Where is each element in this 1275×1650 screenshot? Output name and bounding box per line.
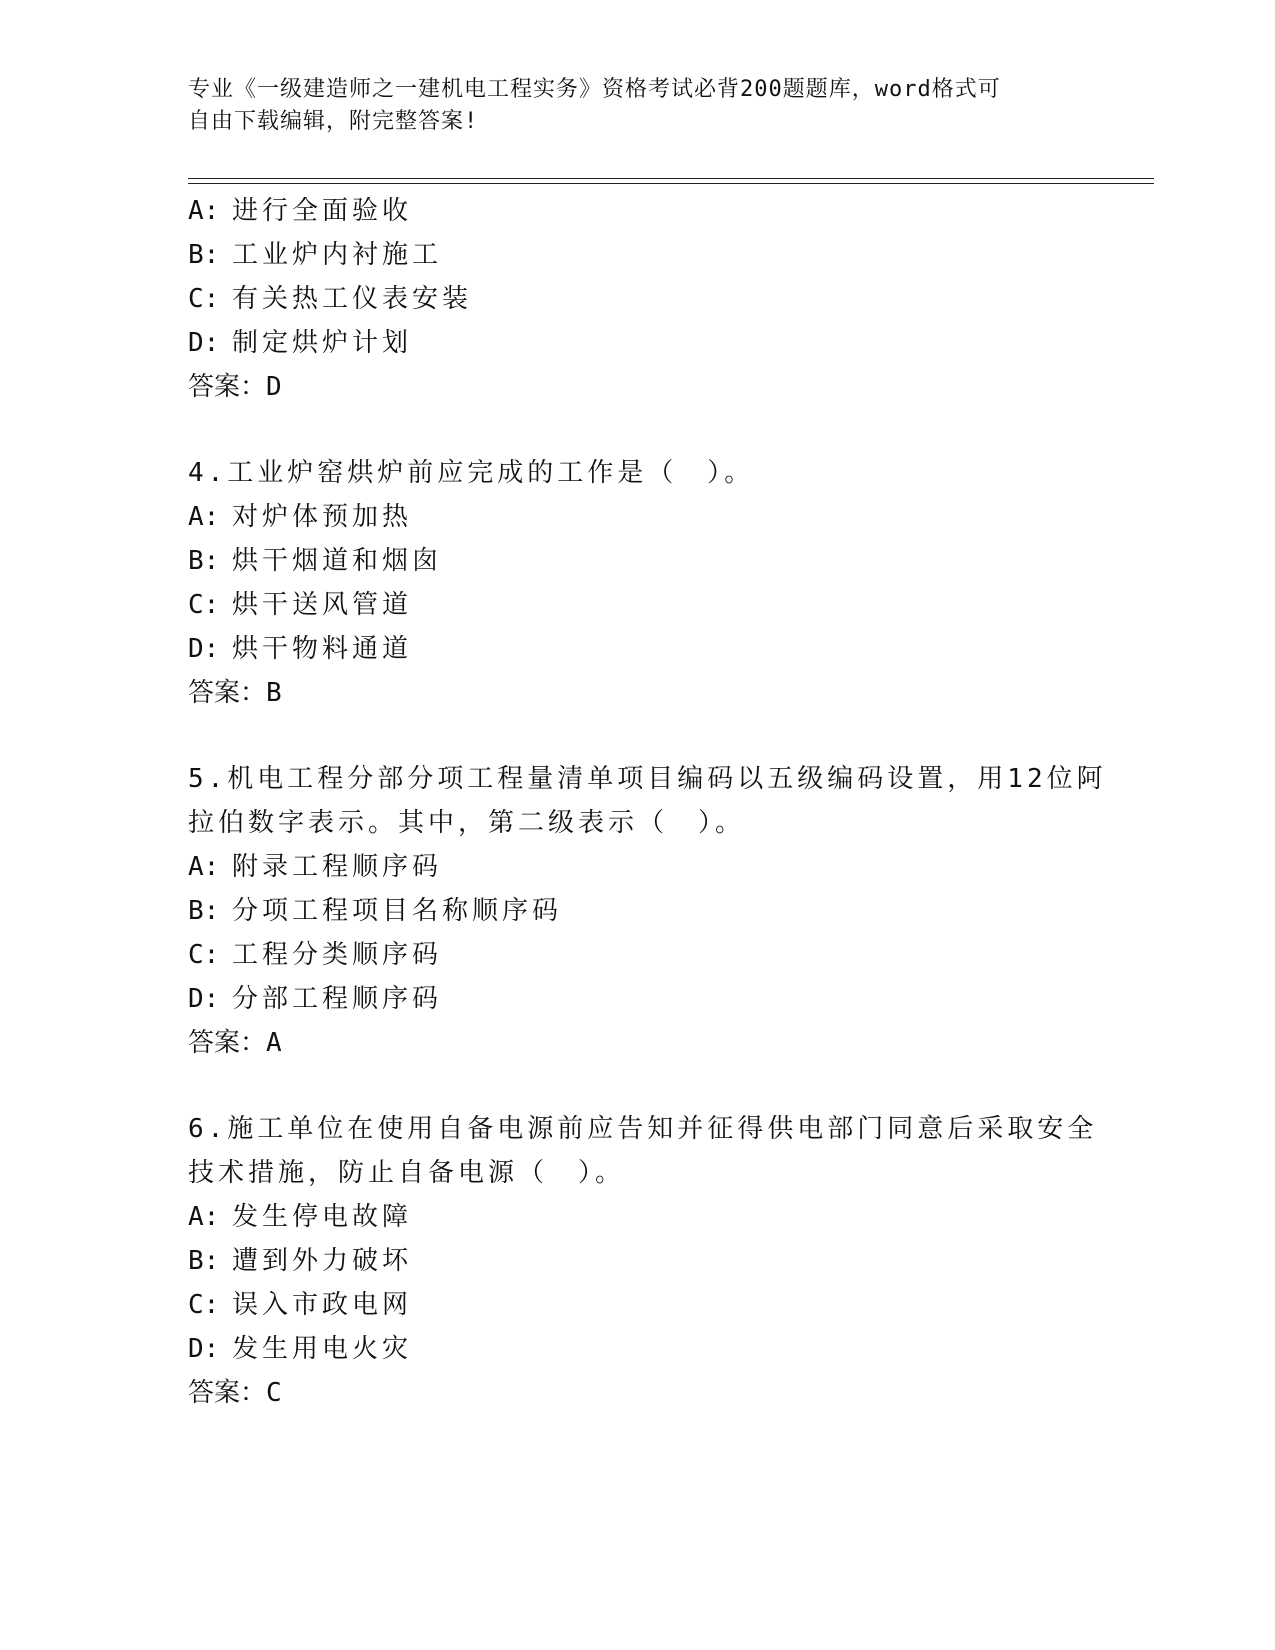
option-text: 分部工程顺序码 [232, 984, 443, 1014]
option-label: D: [188, 1334, 220, 1364]
q6-option-c [188, 1284, 412, 1321]
q5-answer [188, 1022, 282, 1059]
option-label: C: [188, 940, 220, 970]
option-label: C: [188, 1290, 220, 1320]
option-text: 附录工程顺序码 [232, 852, 443, 882]
header-line-1: 专业《一级建造师之一建机电工程实务》资格考试必背200题题库，word格式可 [188, 77, 1001, 102]
q4-answer [188, 672, 282, 709]
option-text: 有关热工仪表安装 [232, 284, 473, 314]
option-label: A: [188, 1202, 220, 1232]
option-label: D: [188, 634, 220, 664]
q6-option-b [188, 1240, 412, 1277]
option-label: A: [188, 502, 220, 532]
option-text: 分项工程项目名称顺序码 [232, 896, 563, 926]
option-text: 工业炉内衬施工 [232, 240, 443, 270]
option-text: 工程分类顺序码 [232, 940, 443, 970]
answer-label: 答案： [188, 678, 267, 708]
option-label: A: [188, 196, 220, 226]
header-divider-bottom [188, 183, 1154, 184]
answer-value: D [266, 372, 282, 402]
answer-label: 答案： [188, 1028, 267, 1058]
option-label: B: [188, 240, 220, 270]
option-text: 烘干物料通道 [232, 634, 413, 664]
q6-option-a [188, 1196, 412, 1233]
q5-stem-line-1: 5.机电工程分部分项工程量清单项目编码以五级编码设置，用12位阿 [188, 764, 1107, 794]
option-label: A: [188, 852, 220, 882]
q6-stem-line-2: 技术措施，防止自备电源（ ）。 [188, 1158, 626, 1188]
q3-option-d [188, 322, 412, 359]
option-label: D: [188, 984, 220, 1014]
option-text: 误入市政电网 [232, 1290, 413, 1320]
q5-option-b [188, 890, 562, 927]
option-text: 烘干送风管道 [232, 590, 413, 620]
q4-option-a [188, 496, 412, 533]
option-text: 发生停电故障 [232, 1202, 413, 1232]
q3-option-b [188, 234, 442, 271]
header-line-2: 自由下载编辑，附完整答案! [188, 109, 479, 134]
answer-label: 答案： [188, 1378, 267, 1408]
option-text: 烘干烟道和烟囱 [232, 546, 443, 576]
option-text: 发生用电火灾 [232, 1334, 413, 1364]
q5-option-a [188, 846, 442, 883]
option-label: B: [188, 546, 220, 576]
option-label: B: [188, 1246, 220, 1276]
option-text: 制定烘炉计划 [232, 328, 413, 358]
answer-label: 答案： [188, 372, 267, 402]
q4-option-d [188, 628, 412, 665]
q6-answer [188, 1372, 282, 1409]
q5-stem-line-2: 拉伯数字表示。其中，第二级表示（ ）。 [188, 808, 746, 838]
option-text: 对炉体预加热 [232, 502, 413, 532]
q4-option-b [188, 540, 442, 577]
q4-stem: 4.工业炉窑烘炉前应完成的工作是（ ）。 [188, 458, 755, 488]
option-label: C: [188, 590, 220, 620]
answer-value: C [266, 1378, 282, 1408]
option-label: D: [188, 328, 220, 358]
q4-option-c [188, 584, 412, 621]
q5-option-c [188, 934, 442, 971]
q3-option-c [188, 278, 472, 315]
option-label: C: [188, 284, 220, 314]
header-divider-top [188, 178, 1154, 179]
answer-value: B [266, 678, 282, 708]
document-header [188, 74, 1068, 138]
q6-option-d [188, 1328, 412, 1365]
q3-answer [188, 366, 282, 403]
answer-value: A [266, 1028, 282, 1058]
q3-option-a [188, 190, 412, 227]
option-text: 遭到外力破坏 [232, 1246, 413, 1276]
option-text: 进行全面验收 [232, 196, 413, 226]
q5-option-d [188, 978, 442, 1015]
option-label: B: [188, 896, 220, 926]
q6-stem-line-1: 6.施工单位在使用自备电源前应告知并征得供电部门同意后采取安全 [188, 1114, 1098, 1144]
